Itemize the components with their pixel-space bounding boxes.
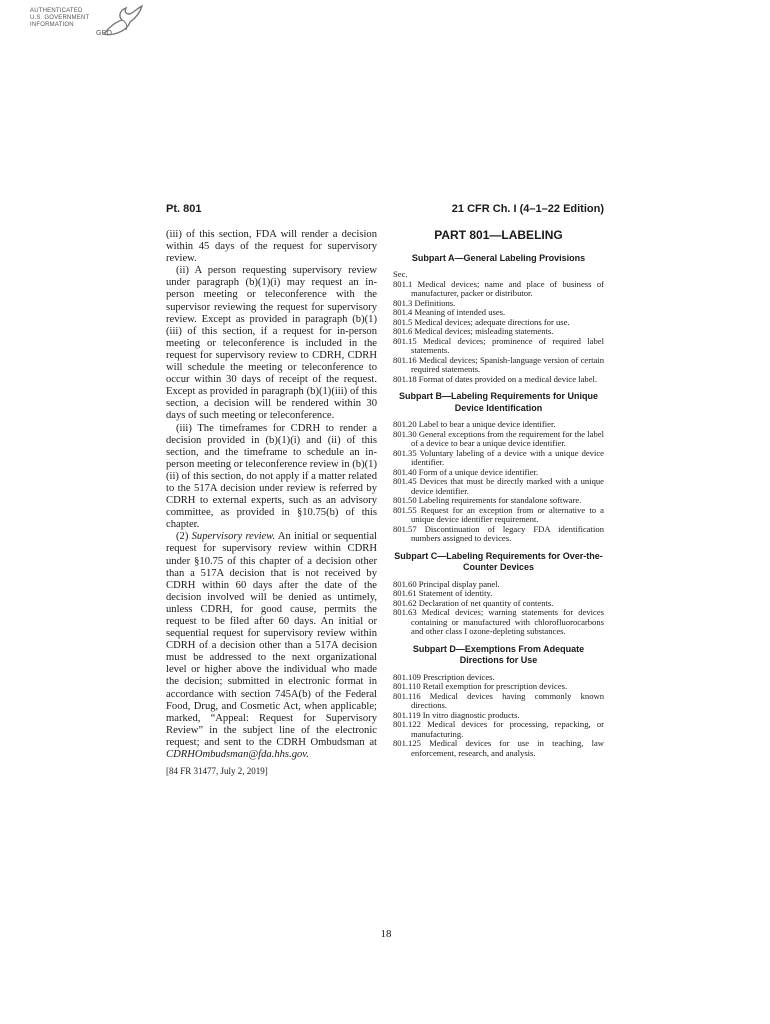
paragraph-body: An initial or sequential request for supervisory review within CDRH under §10.75 of this chapter of a decision other than a 517A decision that is not received by CDRH within 60 days after the date of the decision involved will be denied as untimely, unless CDRH, for good cause, permits the request to be filed after 60 days. An initial or sequential request for supervisory review within CDRH of a decision other than a 517A decision must be addressed to the next organizational level or higher above the individual who made the decision; submitted in electronic format in accordance with section 745A(b) of the Federal Food, Drug, and Cosmetic Act, when applicable; marked, “Appeal: Request for Supervisory Review” in the subject line of the electronic request; and sent to the CDRH Ombudsman at [166,531,377,748]
eagle-icon [100,4,144,40]
paragraph-ii: (ii) A person requesting supervisory review under paragraph (b)(1)(i) may request an in-person meeting or teleconference with the supervisor reviewing the request for supervisory review. Except as provided in paragraph (b)(1)(iii) of this section, if a request for in-person meeting or teleconference is included in the request for supervisory review to CDRH, CDRH will schedule the meeting or teleconference to occur within 30 days of receipt of the request. Except as provided in paragraph (b)(1)(iii) of this section, a decision will be rendered within 30 days of such meeting or teleconference. [166,265,377,422]
toc-entry: 801.30 General exceptions from the requirement for the label of a device to bear a unique device identifier. [393,428,604,448]
toc-entry: 801.5 Medical devices; adequate directions for use. [393,316,570,327]
subpart-b-heading: Subpart B—Labeling Requirements for Unique Device Identification [398,391,598,413]
right-column [393,229,604,765]
toc-entry: 801.45 Devices that must be directly marked with a unique device identifier. [393,476,604,496]
toc-entry: 801.50 Labeling requirements for standalone software. [393,495,582,505]
page-number: 18 [380,928,392,940]
gpo-line-3: INFORMATION [30,22,74,28]
subpart-a-heading: Subpart A—General Labeling Provisions [411,252,586,263]
toc-entry: 801.60 Principal display panel. [393,578,500,589]
toc-entry: 801.109 Prescription devices. [393,671,495,682]
toc-entry: 801.6 Medical devices; misleading statements. [393,326,554,336]
toc-entry: 801.4 Meaning of intended uses. [393,307,506,317]
toc-entry: 801.35 Voluntary labeling of a device with a unique device identifier. [393,447,604,467]
subpart-d-heading: Subpart D—Exemptions From Adequate Directions for Use [412,643,585,665]
toc-entry: 801.55 Request for an exception from or alternative to a unique device identifier requirement. [393,504,604,524]
left-column [166,229,377,777]
toc-entry: 801.18 Format of dates provided on a medical device label. [393,373,598,384]
section-label: Sec. [393,269,408,279]
part-label: Pt. 801 [166,203,202,215]
gpo-authentication-logo [30,4,150,48]
paragraph-continuation: (iii) of this section, FDA will render a decision within 45 days of the request for supervisory review. [166,229,377,265]
gpo-line-4: GPO [96,30,113,37]
toc-entry: 801.62 Declaration of net quantity of contents. [393,597,554,608]
gpo-line-1: AUTHENTICATED [30,8,83,14]
toc-entry: 801.15 Medical devices; prominence of required label statements. [393,335,604,355]
paragraph-number: (2) [176,531,192,543]
source-citation: [84 FR 31477, July 2, 2019] [166,766,268,777]
toc-entry: 801.110 Retail exemption for prescription devices. [393,681,568,691]
subpart-c-heading: Subpart C—Labeling Requirements for Over-the-Counter Devices [394,550,603,572]
subpart-c-contents [393,580,604,637]
toc-entry: 801.116 Medical devices having commonly known directions. [393,690,604,710]
ombudsman-email: CDRHOmbudsman@fda.hhs.gov. [166,749,309,761]
toc-entry: 801.125 Medical devices for use in teaching, law enforcement, research, and analysis. [393,738,604,758]
running-head [166,203,604,219]
gpo-line-2: U.S. GOVERNMENT [30,15,90,21]
toc-entry: 801.122 Medical devices for processing, repacking, or manufacturing. [393,719,604,739]
toc-entry: 801.16 Medical devices; Spanish-language version of certain required statements. [393,354,604,374]
subpart-a-contents [393,280,604,385]
toc-entry: 801.57 Discontinuation of legacy FDA identification numbers assigned to devices. [393,523,604,543]
paragraph-heading: Supervisory review. [191,531,276,543]
part-title: PART 801—LABELING [434,228,563,242]
subpart-b-contents [393,420,604,544]
toc-entry: 801.61 Statement of identity. [393,588,493,598]
toc-entry: 801.119 In vitro diagnostic products. [393,709,520,720]
toc-entry: 801.20 Label to bear a unique device identifier. [393,419,556,429]
toc-entry: 801.3 Definitions. [393,297,456,308]
paragraph-iii: (iii) The timeframes for CDRH to render a decision provided in (b)(1)(i) and (ii) of this section, and the timeframe to schedule an in-person meeting or teleconference review in (b)(1)(ii) of this section, do not apply if a matter related to the 517A decision under review is referred by CDRH to external experts, such as an advisory committee, as provided in §10.75(b) of this chapter. [166,422,377,531]
paragraph-supervisory-review [166,531,377,761]
toc-entry: 801.63 Medical devices; warning statements for devices containing or manufactured with chlorofluorocarbons and other class I ozone-depleting substances. [393,607,604,636]
toc-entry: 801.1 Medical devices; name and place of business of manufacturer, packer or distributor. [393,278,604,298]
toc-entry: 801.40 Form of a unique device identifier. [393,466,539,477]
subpart-d-contents [393,673,604,759]
cfr-edition-label: 21 CFR Ch. I (4–1–22 Edition) [451,203,604,215]
